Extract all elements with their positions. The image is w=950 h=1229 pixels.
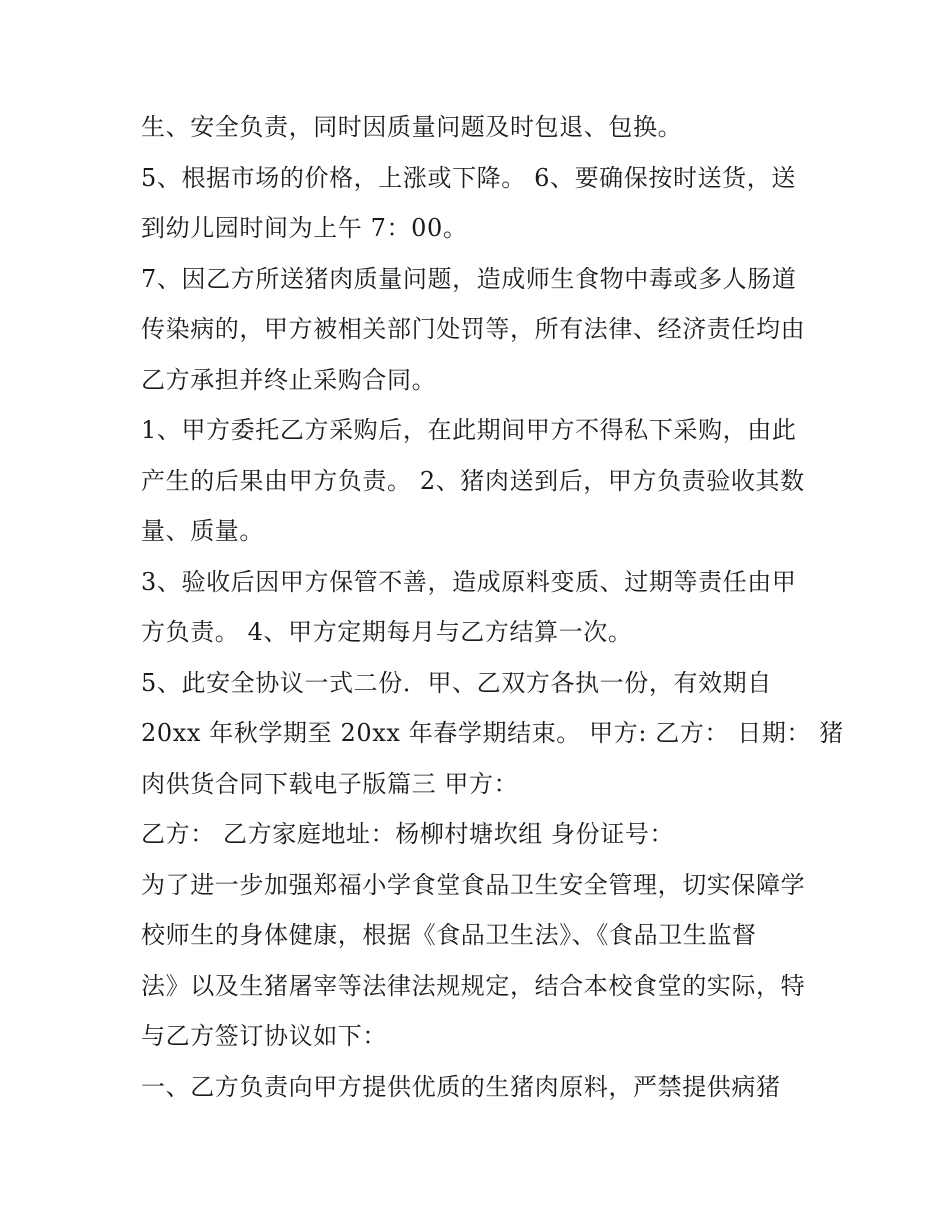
text-line: 方负责。 4、甲方定期每月与乙方结算一次。: [141, 618, 633, 646]
text-line: 7、因乙方所送猪肉质量问题，造成师生食物中毒或多人肠道: [141, 264, 797, 293]
text-line: 乙方： 乙方家庭地址：杨柳村塘坎组 身份证号：: [141, 820, 675, 848]
text-line: 传染病的，甲方被相关部门处罚等，所有法律、经济责任均由: [141, 315, 806, 343]
text-line: 一、乙方负责向甲方提供优质的生猪肉原料，严禁提供病猪: [141, 1072, 781, 1101]
text-line: 为了进一步加强郑福小学食堂食品卫生安全管理，切实保障学: [141, 870, 806, 899]
text-line: 法》以及生猪屠宰等法律法规规定，结合本校食堂的实际，特: [141, 971, 806, 1000]
text-line: 到幼儿园时间为上午 7：00。: [141, 214, 468, 242]
text-line: 3、验收后因甲方保管不善，造成原料变质、过期等责任由甲: [141, 567, 797, 596]
text-line: 5、根据市场的价格，上涨或下降。 6、要确保按时送货，送: [141, 163, 796, 192]
text-line: 1、甲方委托乙方采购后，在此期间甲方不得私下采购，由此: [141, 416, 797, 444]
text-line: 校师生的身体健康，根据《食品卫生法》、《食品卫生监督: [141, 921, 757, 949]
text-line: 生、安全负责，同时因质量问题及时包退、包换。: [141, 113, 683, 141]
text-line: 与乙方签订协议如下：: [141, 1022, 387, 1050]
text-line: 肉供货合同下载电子版篇三 甲方：: [141, 769, 519, 798]
text-line: 20xx 年秋学期至 20xx 年春学期结束。 甲方: 乙方： 日期： 猪: [141, 719, 844, 747]
text-line: 产生的后果由甲方负责。 2、猪肉送到后，甲方负责验收其数: [141, 466, 805, 495]
text-line: 乙方承担并终止采购合同。: [141, 365, 437, 394]
document-body: [141, 102, 844, 1112]
text-line: 5、此安全协议一式二份．甲、乙双方各执一份，有效期自: [141, 668, 772, 697]
text-line: 量、质量。: [141, 517, 264, 545]
